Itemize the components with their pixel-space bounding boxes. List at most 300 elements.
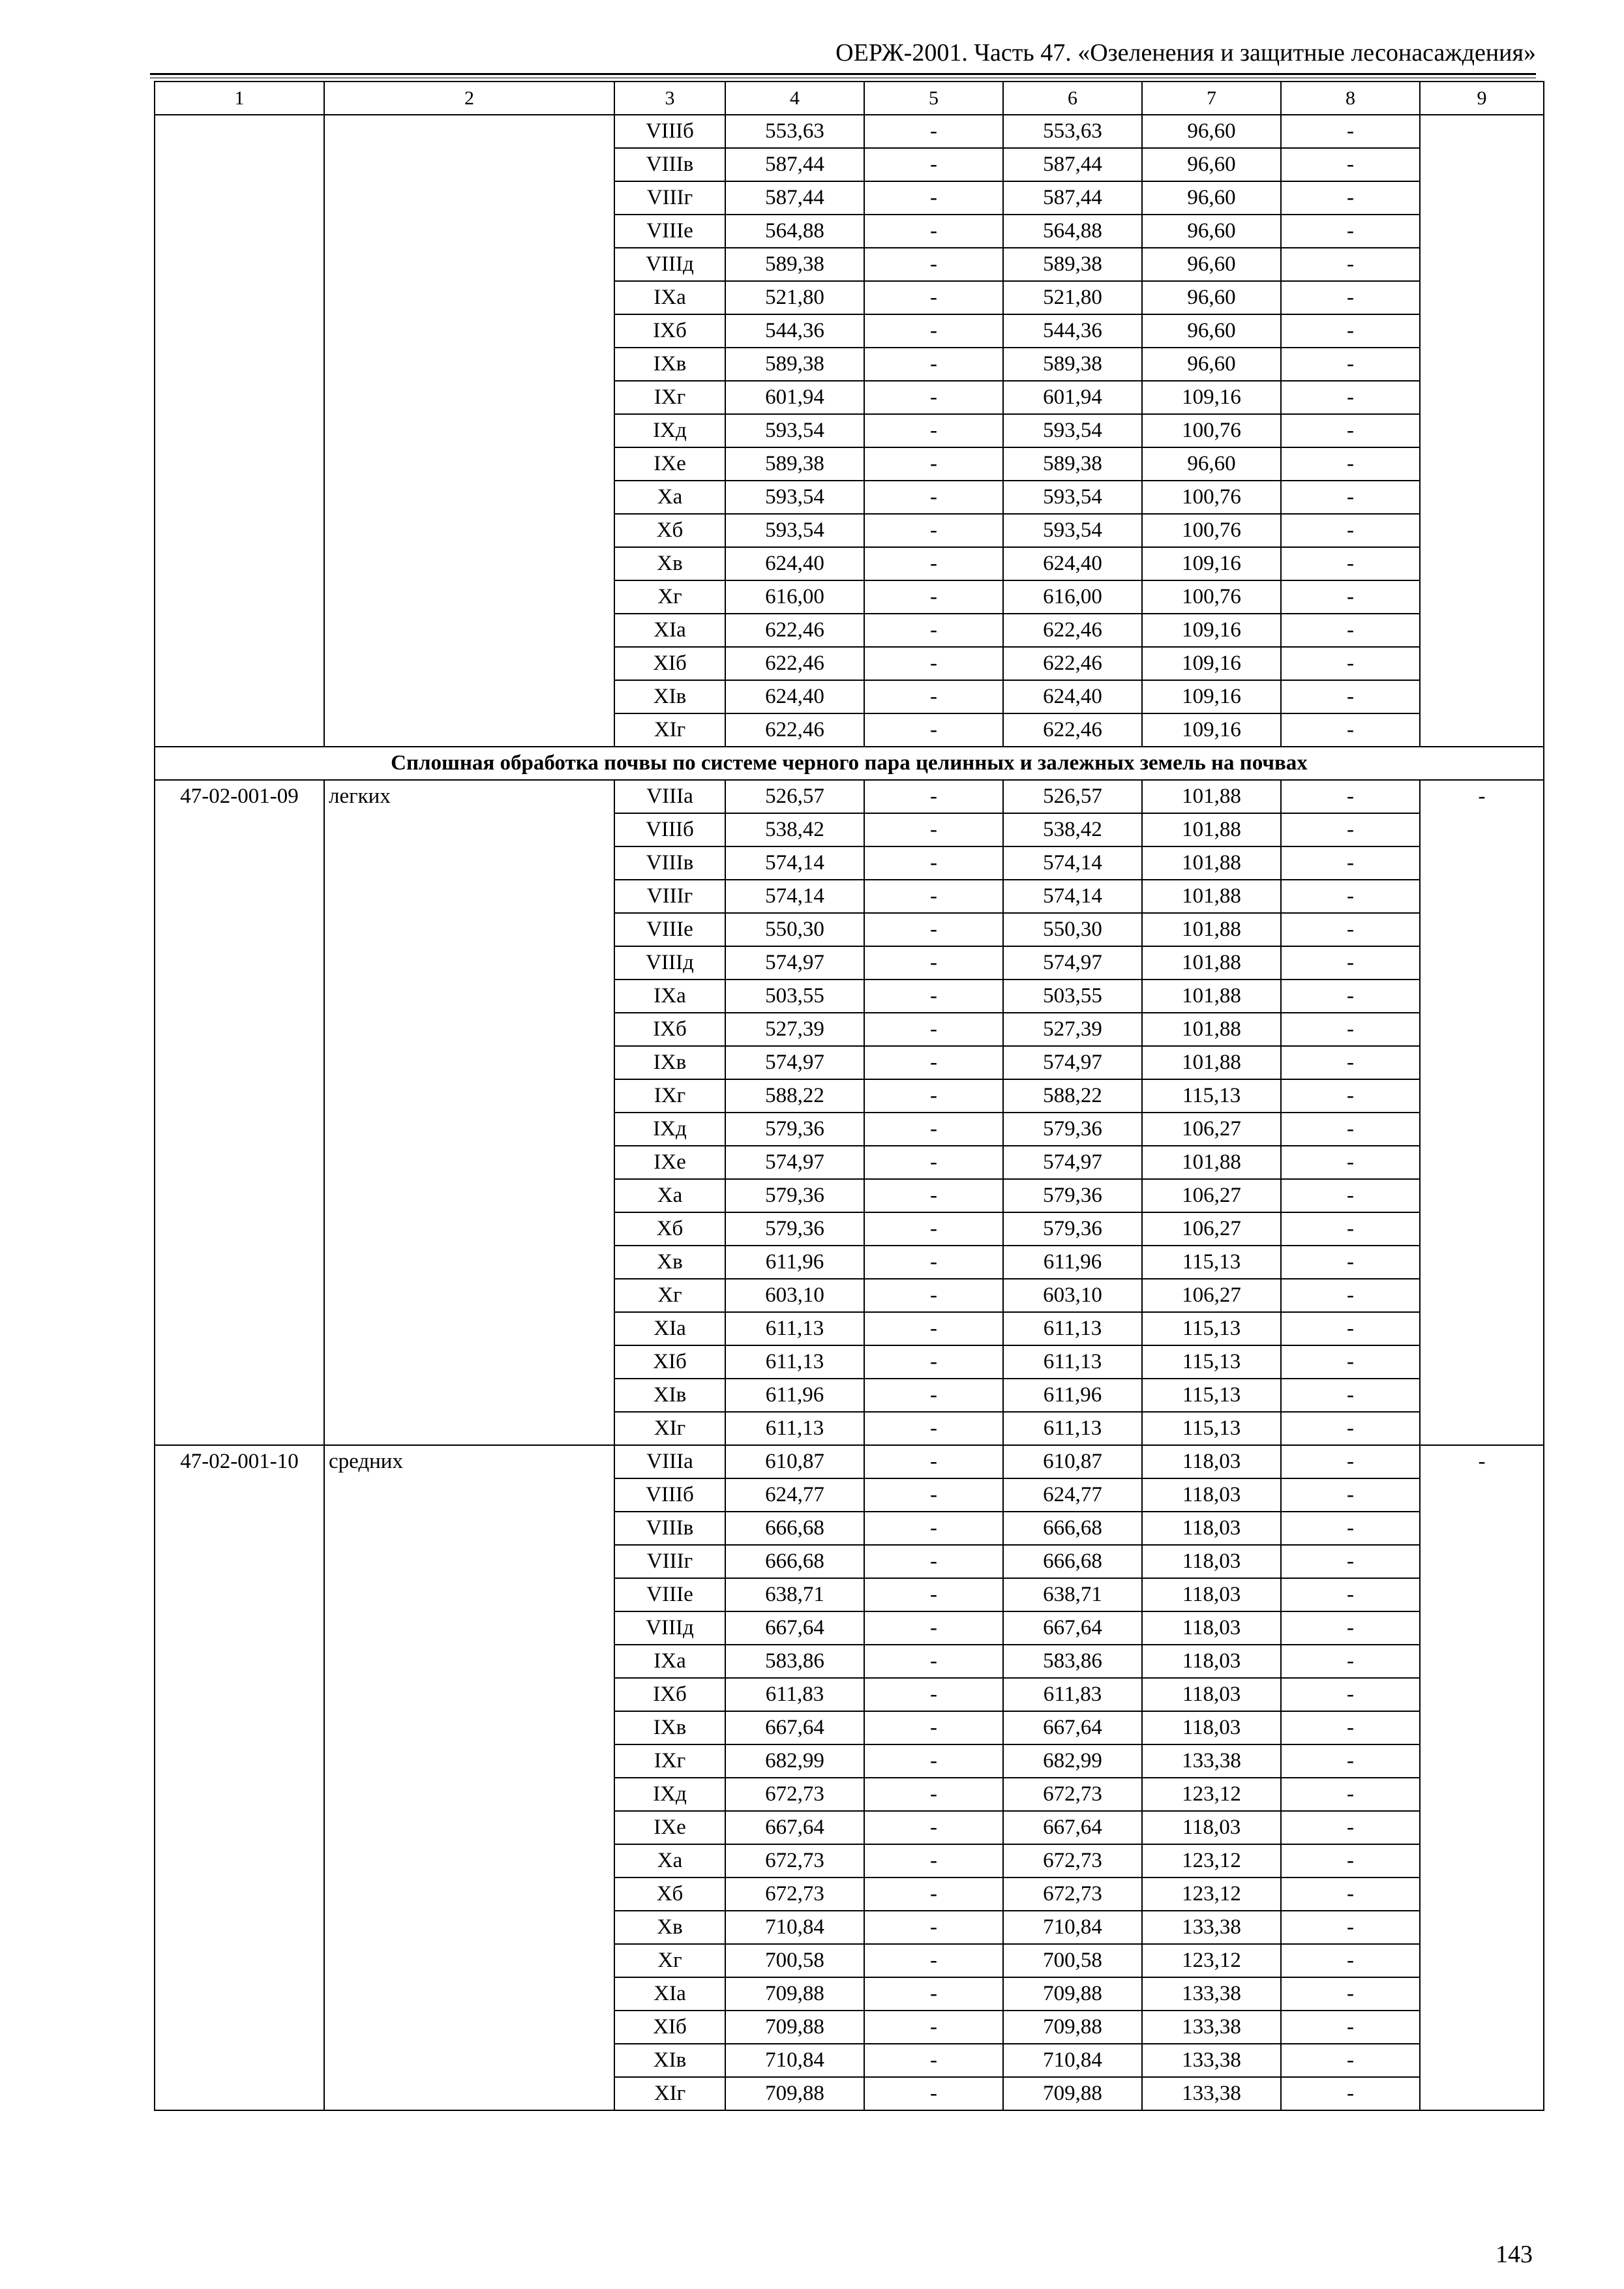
zone-cell: VIIIд: [614, 248, 725, 281]
total-cost-cell: 700,58: [725, 1944, 864, 1977]
col7-cell: 133,38: [1142, 2077, 1281, 2110]
zone-cell: IXе: [614, 1811, 725, 1844]
total-cost-cell: 666,68: [725, 1512, 864, 1545]
column-number: 8: [1281, 82, 1420, 115]
col6-cell: 593,54: [1003, 481, 1142, 514]
col6-cell: 544,36: [1003, 314, 1142, 348]
col7-cell: 106,27: [1142, 1212, 1281, 1246]
rates-table: [154, 81, 1544, 2111]
col7-cell: 118,03: [1142, 1811, 1281, 1844]
zone-cell: VIIIв: [614, 1512, 725, 1545]
col8-cell: -: [1281, 580, 1420, 614]
zone-cell: Xв: [614, 547, 725, 580]
col8-cell: -: [1281, 780, 1420, 813]
col5-cell: -: [864, 1811, 1003, 1844]
col8-cell: -: [1281, 1977, 1420, 2011]
col7-cell: 96,60: [1142, 181, 1281, 215]
col8-cell: -: [1281, 846, 1420, 880]
col5-cell: -: [864, 580, 1003, 614]
total-cost-cell: 574,97: [725, 946, 864, 980]
col5-cell: -: [864, 913, 1003, 946]
zone-cell: IXд: [614, 1778, 725, 1811]
col5-cell: -: [864, 2044, 1003, 2077]
total-cost-cell: 638,71: [725, 1578, 864, 1611]
col7-cell: 133,38: [1142, 2044, 1281, 2077]
col7-cell: 101,88: [1142, 880, 1281, 913]
total-cost-cell: 579,36: [725, 1179, 864, 1212]
total-cost-cell: 593,54: [725, 481, 864, 514]
col8-cell: -: [1281, 1013, 1420, 1046]
col6-cell: 611,13: [1003, 1345, 1142, 1379]
col8-cell: -: [1281, 813, 1420, 846]
col7-cell: 101,88: [1142, 913, 1281, 946]
col8-cell: -: [1281, 1146, 1420, 1179]
column-number: 9: [1420, 82, 1544, 115]
total-cost-cell: 624,77: [725, 1478, 864, 1512]
zone-cell: XIг: [614, 1412, 725, 1445]
total-cost-cell: 710,84: [725, 1911, 864, 1944]
zone-cell: XIв: [614, 680, 725, 713]
col5-cell: -: [864, 1179, 1003, 1212]
col6-cell: 611,96: [1003, 1246, 1142, 1279]
zone-cell: IXв: [614, 1711, 725, 1744]
code-cell: 47-02-001-09: [155, 780, 324, 1445]
col5-cell: -: [864, 381, 1003, 414]
col7-cell: 123,12: [1142, 1878, 1281, 1911]
col6-cell: 616,00: [1003, 580, 1142, 614]
col5-cell: -: [864, 1911, 1003, 1944]
col6-cell: 588,22: [1003, 1079, 1142, 1113]
col5-cell: -: [864, 1744, 1003, 1778]
col6-cell: 587,44: [1003, 181, 1142, 215]
col5-cell: -: [864, 447, 1003, 481]
col6-cell: 589,38: [1003, 248, 1142, 281]
total-cost-cell: 521,80: [725, 281, 864, 314]
col6-cell: 667,64: [1003, 1611, 1142, 1645]
col8-cell: -: [1281, 148, 1420, 181]
total-cost-cell: 550,30: [725, 913, 864, 946]
section-row: [155, 747, 1544, 780]
column-number-row: [155, 82, 1544, 115]
total-cost-cell: 611,96: [725, 1246, 864, 1279]
col8-cell: -: [1281, 1212, 1420, 1246]
col6-cell: 682,99: [1003, 1744, 1142, 1778]
total-cost-cell: 603,10: [725, 1279, 864, 1312]
zone-cell: IXа: [614, 1645, 725, 1678]
col8-cell: -: [1281, 1445, 1420, 1478]
col6-cell: 709,88: [1003, 2077, 1142, 2110]
total-cost-cell: 709,88: [725, 2077, 864, 2110]
zone-cell: VIIIе: [614, 215, 725, 248]
col7-cell: 123,12: [1142, 1944, 1281, 1977]
col6-cell: 593,54: [1003, 514, 1142, 547]
col7-cell: 101,88: [1142, 846, 1281, 880]
column-number: 7: [1142, 82, 1281, 115]
col5-cell: -: [864, 713, 1003, 747]
col5-cell: -: [864, 1578, 1003, 1611]
col5-cell: -: [864, 1778, 1003, 1811]
col6-cell: 587,44: [1003, 148, 1142, 181]
total-cost-cell: 574,97: [725, 1146, 864, 1179]
total-cost-cell: 666,68: [725, 1545, 864, 1578]
zone-cell: Xа: [614, 1844, 725, 1878]
col8-cell: -: [1281, 1678, 1420, 1711]
total-cost-cell: 672,73: [725, 1878, 864, 1911]
col5-cell: -: [864, 614, 1003, 647]
total-cost-cell: 583,86: [725, 1645, 864, 1678]
zone-cell: IXб: [614, 1678, 725, 1711]
page-header: ОЕРЖ-2001. Часть 47. «Озеленения и защитные лесонасаждения»: [835, 39, 1536, 67]
col5-cell: -: [864, 680, 1003, 713]
total-cost-cell: 587,44: [725, 181, 864, 215]
col7-cell: 96,60: [1142, 115, 1281, 148]
total-cost-cell: 589,38: [725, 348, 864, 381]
total-cost-cell: 503,55: [725, 980, 864, 1013]
total-cost-cell: 611,13: [725, 1345, 864, 1379]
total-cost-cell: 667,64: [725, 1611, 864, 1645]
zone-cell: IXа: [614, 980, 725, 1013]
col7-cell: 118,03: [1142, 1578, 1281, 1611]
col8-cell: -: [1281, 1046, 1420, 1079]
col6-cell: 503,55: [1003, 980, 1142, 1013]
total-cost-cell: 589,38: [725, 447, 864, 481]
page-number: 143: [1496, 2241, 1533, 2268]
col5-cell: -: [864, 1545, 1003, 1578]
col8-cell: -: [1281, 1944, 1420, 1977]
col9-cell: -: [1420, 1445, 1544, 2110]
description-cell: средних: [324, 1445, 614, 2110]
col5-cell: -: [864, 1977, 1003, 2011]
col6-cell: 710,84: [1003, 1911, 1142, 1944]
col7-cell: 123,12: [1142, 1844, 1281, 1878]
col5-cell: -: [864, 2077, 1003, 2110]
zone-cell: XIа: [614, 1312, 725, 1345]
col6-cell: 574,14: [1003, 880, 1142, 913]
total-cost-cell: 611,96: [725, 1379, 864, 1412]
col7-cell: 100,76: [1142, 514, 1281, 547]
zone-cell: VIIIб: [614, 813, 725, 846]
col5-cell: -: [864, 1844, 1003, 1878]
zone-cell: XIа: [614, 1977, 725, 2011]
col8-cell: -: [1281, 1811, 1420, 1844]
column-number: 5: [864, 82, 1003, 115]
col7-cell: 101,88: [1142, 780, 1281, 813]
zone-cell: IXа: [614, 281, 725, 314]
col8-cell: -: [1281, 1312, 1420, 1345]
col8-cell: -: [1281, 215, 1420, 248]
col5-cell: -: [864, 1512, 1003, 1545]
col5-cell: -: [864, 348, 1003, 381]
zone-cell: VIIIг: [614, 880, 725, 913]
col6-cell: 574,97: [1003, 946, 1142, 980]
col5-cell: -: [864, 1645, 1003, 1678]
col5-cell: -: [864, 1711, 1003, 1744]
column-number: 6: [1003, 82, 1142, 115]
col5-cell: -: [864, 1345, 1003, 1379]
col8-cell: -: [1281, 1578, 1420, 1611]
col8-cell: -: [1281, 1113, 1420, 1146]
col7-cell: 115,13: [1142, 1412, 1281, 1445]
col7-cell: 109,16: [1142, 647, 1281, 680]
total-cost-cell: 611,13: [725, 1312, 864, 1345]
col8-cell: -: [1281, 2044, 1420, 2077]
zone-cell: VIIIб: [614, 115, 725, 148]
zone-cell: IXг: [614, 381, 725, 414]
col8-cell: -: [1281, 1512, 1420, 1545]
total-cost-cell: 579,36: [725, 1212, 864, 1246]
col5-cell: -: [864, 1013, 1003, 1046]
col8-cell: -: [1281, 680, 1420, 713]
col5-cell: -: [864, 1944, 1003, 1977]
col8-cell: -: [1281, 115, 1420, 148]
table-row: [155, 780, 1544, 813]
col7-cell: 106,27: [1142, 1113, 1281, 1146]
zone-cell: VIIIд: [614, 946, 725, 980]
total-cost-cell: 622,46: [725, 614, 864, 647]
col7-cell: 118,03: [1142, 1711, 1281, 1744]
total-cost-cell: 611,13: [725, 1412, 864, 1445]
col8-cell: -: [1281, 447, 1420, 481]
col6-cell: 579,36: [1003, 1113, 1142, 1146]
zone-cell: Xа: [614, 1179, 725, 1212]
col8-cell: -: [1281, 348, 1420, 381]
zone-cell: XIг: [614, 2077, 725, 2110]
col7-cell: 133,38: [1142, 2011, 1281, 2044]
col8-cell: -: [1281, 1079, 1420, 1113]
col7-cell: 123,12: [1142, 1778, 1281, 1811]
col7-cell: 106,27: [1142, 1279, 1281, 1312]
col5-cell: -: [864, 980, 1003, 1013]
col6-cell: 583,86: [1003, 1645, 1142, 1678]
zone-cell: VIIIб: [614, 1478, 725, 1512]
col6-cell: 521,80: [1003, 281, 1142, 314]
col6-cell: 611,96: [1003, 1379, 1142, 1412]
col5-cell: -: [864, 780, 1003, 813]
zone-cell: XIв: [614, 1379, 725, 1412]
total-cost-cell: 667,64: [725, 1711, 864, 1744]
col6-cell: 622,46: [1003, 614, 1142, 647]
col8-cell: -: [1281, 614, 1420, 647]
col5-cell: -: [864, 314, 1003, 348]
code-cell: 47-02-001-10: [155, 1445, 324, 2110]
total-cost-cell: 672,73: [725, 1844, 864, 1878]
col7-cell: 101,88: [1142, 946, 1281, 980]
zone-cell: VIIIв: [614, 148, 725, 181]
zone-cell: Xб: [614, 1212, 725, 1246]
col7-cell: 118,03: [1142, 1512, 1281, 1545]
col5-cell: -: [864, 946, 1003, 980]
total-cost-cell: 622,46: [725, 713, 864, 747]
col8-cell: -: [1281, 2011, 1420, 2044]
col7-cell: 101,88: [1142, 1046, 1281, 1079]
col8-cell: -: [1281, 1246, 1420, 1279]
col6-cell: 667,64: [1003, 1711, 1142, 1744]
zone-cell: IXе: [614, 1146, 725, 1179]
total-cost-cell: 564,88: [725, 215, 864, 248]
col8-cell: -: [1281, 1711, 1420, 1744]
zone-cell: XIб: [614, 647, 725, 680]
zone-cell: Xб: [614, 1878, 725, 1911]
total-cost-cell: 526,57: [725, 780, 864, 813]
zone-cell: IXг: [614, 1744, 725, 1778]
col6-cell: 672,73: [1003, 1844, 1142, 1878]
col7-cell: 96,60: [1142, 248, 1281, 281]
col7-cell: 109,16: [1142, 381, 1281, 414]
total-cost-cell: 589,38: [725, 248, 864, 281]
col6-cell: 574,97: [1003, 1146, 1142, 1179]
col6-cell: 538,42: [1003, 813, 1142, 846]
col6-cell: 579,36: [1003, 1212, 1142, 1246]
col7-cell: 115,13: [1142, 1079, 1281, 1113]
col8-cell: -: [1281, 980, 1420, 1013]
col5-cell: -: [864, 248, 1003, 281]
zone-cell: XIа: [614, 614, 725, 647]
col6-cell: 527,39: [1003, 1013, 1142, 1046]
col5-cell: -: [864, 1445, 1003, 1478]
total-cost-cell: 672,73: [725, 1778, 864, 1811]
header-rule: [150, 73, 1536, 75]
col7-cell: 96,60: [1142, 148, 1281, 181]
zone-cell: VIIIа: [614, 780, 725, 813]
zone-cell: IXб: [614, 314, 725, 348]
col8-cell: -: [1281, 1878, 1420, 1911]
col6-cell: 601,94: [1003, 381, 1142, 414]
col7-cell: 109,16: [1142, 713, 1281, 747]
col8-cell: -: [1281, 1911, 1420, 1944]
col6-cell: 553,63: [1003, 115, 1142, 148]
col6-cell: 574,97: [1003, 1046, 1142, 1079]
zone-cell: VIIIв: [614, 846, 725, 880]
col6-cell: 672,73: [1003, 1878, 1142, 1911]
col6-cell: 667,64: [1003, 1811, 1142, 1844]
total-cost-cell: 574,14: [725, 880, 864, 913]
col8-cell: -: [1281, 481, 1420, 514]
col5-cell: -: [864, 1079, 1003, 1113]
col7-cell: 101,88: [1142, 813, 1281, 846]
total-cost-cell: 624,40: [725, 680, 864, 713]
total-cost-cell: 538,42: [725, 813, 864, 846]
col6-cell: 672,73: [1003, 1778, 1142, 1811]
col8-cell: -: [1281, 1545, 1420, 1578]
column-number: 1: [155, 82, 324, 115]
col8-cell: -: [1281, 281, 1420, 314]
col7-cell: 133,38: [1142, 1744, 1281, 1778]
col7-cell: 100,76: [1142, 580, 1281, 614]
zone-cell: VIIIд: [614, 1611, 725, 1645]
col7-cell: 96,60: [1142, 314, 1281, 348]
total-cost-cell: 682,99: [725, 1744, 864, 1778]
total-cost-cell: 611,83: [725, 1678, 864, 1711]
col7-cell: 118,03: [1142, 1545, 1281, 1578]
col5-cell: -: [864, 1246, 1003, 1279]
zone-cell: XIг: [614, 713, 725, 747]
col8-cell: -: [1281, 1611, 1420, 1645]
total-cost-cell: 574,97: [725, 1046, 864, 1079]
zone-cell: Xг: [614, 1279, 725, 1312]
col8-cell: -: [1281, 1412, 1420, 1445]
col6-cell: 589,38: [1003, 348, 1142, 381]
total-cost-cell: 622,46: [725, 647, 864, 680]
total-cost-cell: 601,94: [725, 381, 864, 414]
zone-cell: IXб: [614, 1013, 725, 1046]
col6-cell: 709,88: [1003, 1977, 1142, 2011]
col7-cell: 96,60: [1142, 447, 1281, 481]
section-title: Сплошная обработка почвы по системе черного пара целинных и залежных земель на почвах: [155, 747, 1544, 780]
col6-cell: 579,36: [1003, 1179, 1142, 1212]
col5-cell: -: [864, 1046, 1003, 1079]
col5-cell: -: [864, 215, 1003, 248]
col5-cell: -: [864, 647, 1003, 680]
col6-cell: 593,54: [1003, 414, 1142, 447]
col8-cell: -: [1281, 1645, 1420, 1678]
col8-cell: -: [1281, 1345, 1420, 1379]
col5-cell: -: [864, 481, 1003, 514]
col8-cell: -: [1281, 1379, 1420, 1412]
col7-cell: 118,03: [1142, 1645, 1281, 1678]
col5-cell: -: [864, 1379, 1003, 1412]
col8-cell: -: [1281, 1844, 1420, 1878]
total-cost-cell: 610,87: [725, 1445, 864, 1478]
col7-cell: 133,38: [1142, 1977, 1281, 2011]
zone-cell: IXв: [614, 348, 725, 381]
col5-cell: -: [864, 1678, 1003, 1711]
col7-cell: 118,03: [1142, 1478, 1281, 1512]
total-cost-cell: 709,88: [725, 2011, 864, 2044]
zone-cell: VIIIе: [614, 913, 725, 946]
col6-cell: 624,40: [1003, 547, 1142, 580]
total-cost-cell: 527,39: [725, 1013, 864, 1046]
col8-cell: -: [1281, 414, 1420, 447]
col7-cell: 109,16: [1142, 614, 1281, 647]
col5-cell: -: [864, 1878, 1003, 1911]
col6-cell: 622,46: [1003, 713, 1142, 747]
col7-cell: 115,13: [1142, 1379, 1281, 1412]
zone-cell: Xв: [614, 1246, 725, 1279]
col6-cell: 603,10: [1003, 1279, 1142, 1312]
col8-cell: -: [1281, 514, 1420, 547]
zone-cell: IXе: [614, 447, 725, 481]
col8-cell: -: [1281, 181, 1420, 215]
col8-cell: -: [1281, 713, 1420, 747]
col7-cell: 133,38: [1142, 1911, 1281, 1944]
col5-cell: -: [864, 115, 1003, 148]
col6-cell: 666,68: [1003, 1545, 1142, 1578]
zone-cell: VIIIг: [614, 181, 725, 215]
col7-cell: 115,13: [1142, 1312, 1281, 1345]
col5-cell: -: [864, 1113, 1003, 1146]
col6-cell: 611,83: [1003, 1678, 1142, 1711]
column-number: 3: [614, 82, 725, 115]
total-cost-cell: 593,54: [725, 414, 864, 447]
col8-cell: -: [1281, 647, 1420, 680]
col7-cell: 100,76: [1142, 481, 1281, 514]
col7-cell: 100,76: [1142, 414, 1281, 447]
total-cost-cell: 544,36: [725, 314, 864, 348]
col7-cell: 109,16: [1142, 547, 1281, 580]
total-cost-cell: 624,40: [725, 547, 864, 580]
zone-cell: IXв: [614, 1046, 725, 1079]
col5-cell: -: [864, 813, 1003, 846]
col6-cell: 574,14: [1003, 846, 1142, 880]
table-row: [155, 115, 1544, 148]
col5-cell: -: [864, 1478, 1003, 1512]
col7-cell: 106,27: [1142, 1179, 1281, 1212]
col5-cell: -: [864, 281, 1003, 314]
total-cost-cell: 616,00: [725, 580, 864, 614]
total-cost-cell: 593,54: [725, 514, 864, 547]
col5-cell: -: [864, 1146, 1003, 1179]
col7-cell: 96,60: [1142, 348, 1281, 381]
